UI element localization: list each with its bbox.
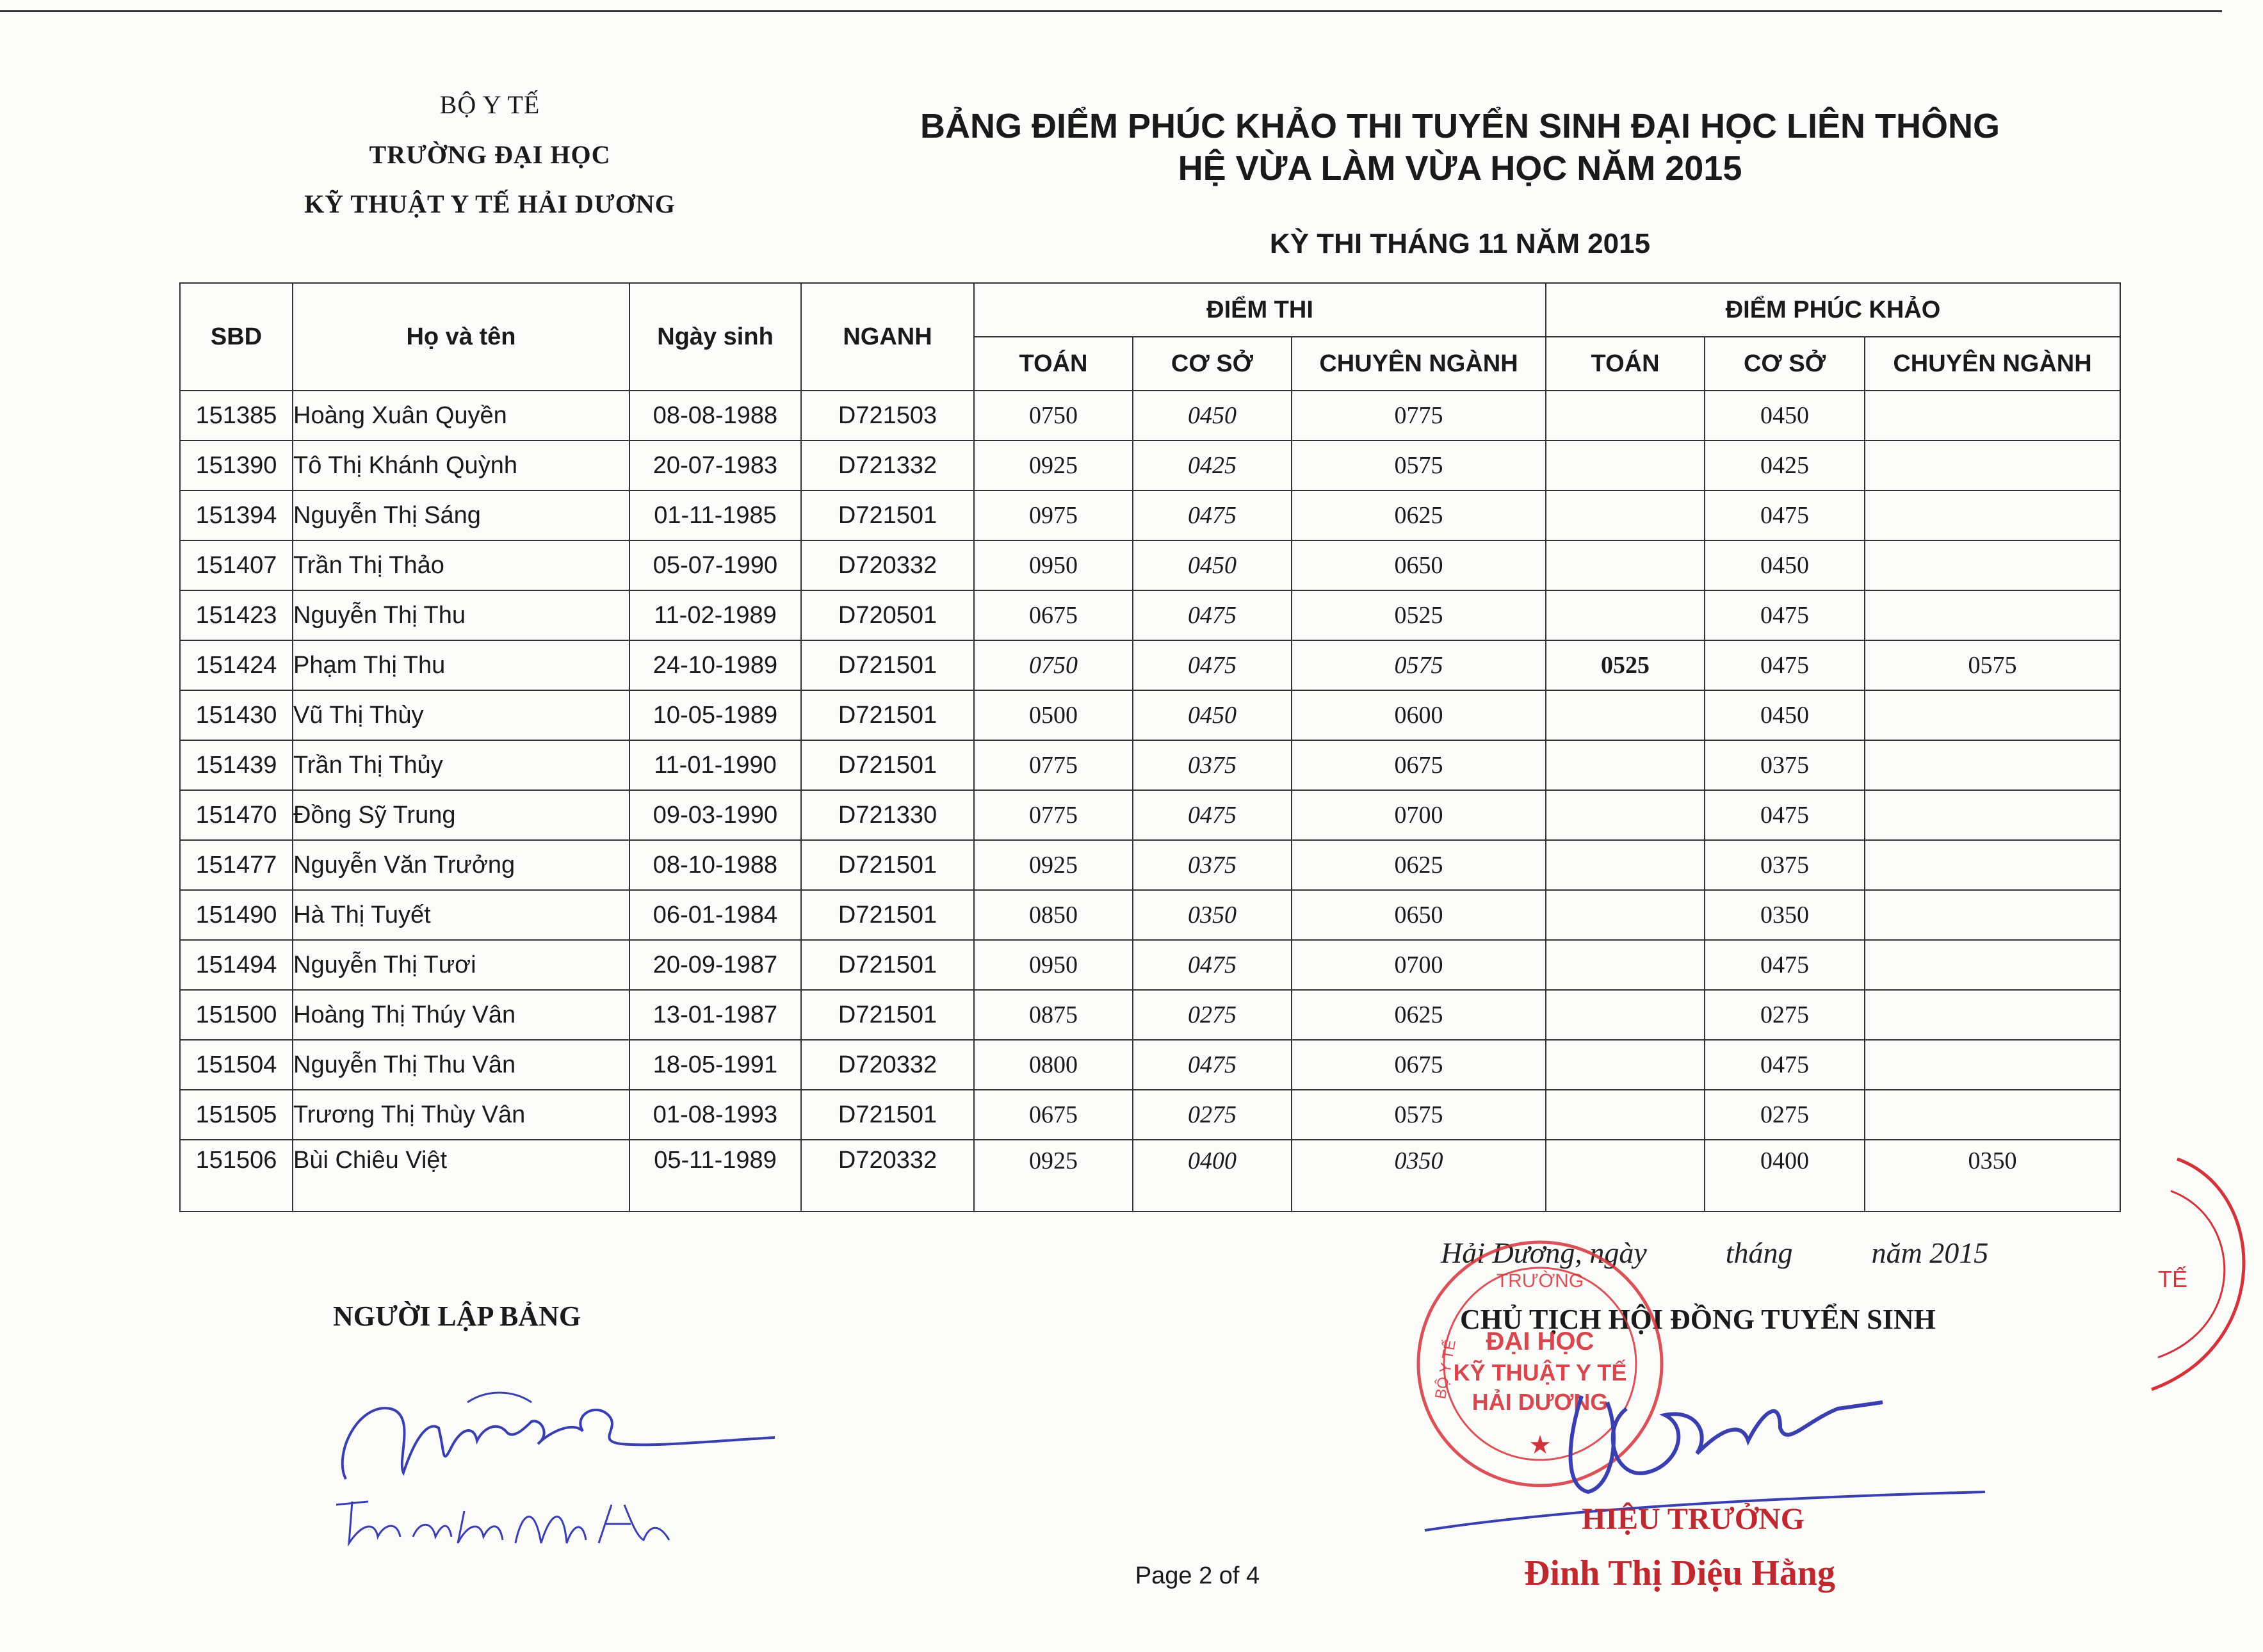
table-row xyxy=(180,1090,2120,1140)
cell-sbd: 151394 xyxy=(180,490,293,540)
cell-sbd: 151390 xyxy=(180,441,293,490)
score-table xyxy=(179,282,2121,1212)
cell-dob: 10-05-1989 xyxy=(629,690,801,740)
cell-review-coso: 0375 xyxy=(1705,740,1865,790)
cell-review-toan xyxy=(1546,990,1705,1040)
cell-exam-chuyennganh: 0650 xyxy=(1292,540,1546,590)
cell-name: Trương Thị Thùy Vân xyxy=(293,1090,629,1140)
header-review-toan: TOÁN xyxy=(1546,337,1705,391)
top-border-line xyxy=(0,10,2222,12)
cell-exam-toan: 0950 xyxy=(974,940,1133,990)
cell-exam-coso: 0475 xyxy=(1133,1040,1292,1090)
page-number: Page 2 of 4 xyxy=(1135,1562,1260,1589)
cell-dob: 13-01-1987 xyxy=(629,990,801,1040)
cell-review-chuyennganh xyxy=(1865,790,2120,840)
cell-review-chuyennganh xyxy=(1865,441,2120,490)
cell-major: D721501 xyxy=(801,740,974,790)
header-review-coso: CƠ SỞ xyxy=(1705,337,1865,391)
cell-review-toan xyxy=(1546,391,1705,441)
table-row xyxy=(180,540,2120,590)
cell-major: D721503 xyxy=(801,391,974,441)
table-row xyxy=(180,940,2120,990)
cell-major: D721330 xyxy=(801,790,974,840)
table-row xyxy=(180,391,2120,441)
cell-dob: 01-11-1985 xyxy=(629,490,801,540)
cell-sbd: 151494 xyxy=(180,940,293,990)
cell-dob: 05-07-1990 xyxy=(629,540,801,590)
cell-review-chuyennganh xyxy=(1865,540,2120,590)
cell-name: Nguyễn Thị Thu xyxy=(293,590,629,640)
cell-dob: 18-05-1991 xyxy=(629,1040,801,1090)
table-row xyxy=(180,740,2120,790)
cell-review-chuyennganh xyxy=(1865,990,2120,1040)
cell-major: D721501 xyxy=(801,890,974,940)
cell-review-toan xyxy=(1546,1040,1705,1090)
cell-exam-chuyennganh: 0675 xyxy=(1292,740,1546,790)
cell-review-coso: 0475 xyxy=(1705,1040,1865,1090)
score-table-body xyxy=(180,391,2120,1211)
cell-exam-chuyennganh: 0775 xyxy=(1292,391,1546,441)
cell-name: Phạm Thị Thu xyxy=(293,640,629,690)
cell-exam-toan: 0800 xyxy=(974,1040,1133,1090)
cell-exam-toan: 0925 xyxy=(974,840,1133,890)
cell-review-coso: 0475 xyxy=(1705,590,1865,640)
cell-exam-toan: 0675 xyxy=(974,590,1133,640)
cell-review-coso: 0475 xyxy=(1705,790,1865,840)
cell-exam-chuyennganh: 0650 xyxy=(1292,890,1546,940)
table-row xyxy=(180,840,2120,890)
cell-review-chuyennganh xyxy=(1865,740,2120,790)
cell-dob: 20-07-1983 xyxy=(629,441,801,490)
cell-name: Hà Thị Tuyết xyxy=(293,890,629,940)
header-group-exam: ĐIỂM THI xyxy=(974,283,1546,337)
document-title-line1: BẢNG ĐIỂM PHÚC KHẢO THI TUYỂN SINH ĐẠI HỌC LIÊN THÔNG xyxy=(920,107,2000,145)
table-row xyxy=(180,441,2120,490)
cell-exam-chuyennganh: 0625 xyxy=(1292,840,1546,890)
cell-name: Nguyễn Thị Tươi xyxy=(293,940,629,990)
cell-name: Vũ Thị Thùy xyxy=(293,690,629,740)
cell-review-chuyennganh xyxy=(1865,490,2120,540)
header-group-review: ĐIỂM PHÚC KHẢO xyxy=(1546,283,2120,337)
cell-review-chuyennganh: 0575 xyxy=(1865,640,2120,690)
cell-exam-chuyennganh: 0600 xyxy=(1292,690,1546,740)
cell-exam-toan: 0925 xyxy=(974,1140,1133,1211)
stamp-star-icon: ★ xyxy=(1529,1431,1552,1459)
cell-exam-coso: 0475 xyxy=(1133,790,1292,840)
cell-exam-chuyennganh: 0625 xyxy=(1292,490,1546,540)
cell-sbd: 151506 xyxy=(180,1140,293,1211)
cell-exam-coso: 0375 xyxy=(1133,840,1292,890)
table-row xyxy=(180,1040,2120,1090)
cell-sbd: 151470 xyxy=(180,790,293,840)
header-exam-toan: TOÁN xyxy=(974,337,1133,391)
cell-exam-coso: 0475 xyxy=(1133,590,1292,640)
cell-sbd: 151504 xyxy=(180,1040,293,1090)
cell-sbd: 151490 xyxy=(180,890,293,940)
cell-exam-coso: 0275 xyxy=(1133,1090,1292,1140)
cell-exam-toan: 0750 xyxy=(974,391,1133,441)
cell-review-chuyennganh: 0350 xyxy=(1865,1140,2120,1211)
cell-review-toan xyxy=(1546,890,1705,940)
header-exam-coso: CƠ SỞ xyxy=(1133,337,1292,391)
cell-dob: 06-01-1984 xyxy=(629,890,801,940)
cell-review-toan xyxy=(1546,840,1705,890)
cell-exam-toan: 0850 xyxy=(974,890,1133,940)
cell-exam-toan: 0775 xyxy=(974,740,1133,790)
cell-dob: 05-11-1989 xyxy=(629,1140,801,1211)
table-row xyxy=(180,990,2120,1040)
cell-exam-chuyennganh: 0675 xyxy=(1292,1040,1546,1090)
school-name-line2: KỸ THUẬT Y TẾ HẢI DƯƠNG xyxy=(304,190,676,218)
header-name: Họ và tên xyxy=(293,283,629,391)
cell-exam-coso: 0400 xyxy=(1133,1140,1292,1211)
rector-title: HIỆU TRƯỞNG xyxy=(1582,1502,1805,1536)
cell-review-coso: 0275 xyxy=(1705,1090,1865,1140)
stamp-text-line3: HẢI DƯƠNG xyxy=(1472,1389,1609,1415)
table-row xyxy=(180,790,2120,840)
cell-major: D721501 xyxy=(801,490,974,540)
cell-major: D720332 xyxy=(801,1040,974,1090)
cell-sbd: 151407 xyxy=(180,540,293,590)
cell-review-coso: 0450 xyxy=(1705,540,1865,590)
cell-name: Hoàng Xuân Quyền xyxy=(293,391,629,441)
cell-review-toan: 0525 xyxy=(1546,640,1705,690)
cell-major: D721501 xyxy=(801,840,974,890)
cell-review-toan xyxy=(1546,540,1705,590)
cell-major: D721332 xyxy=(801,441,974,490)
cell-name: Trần Thị Thủy xyxy=(293,740,629,790)
cell-review-chuyennganh xyxy=(1865,590,2120,640)
cell-review-coso: 0400 xyxy=(1705,1140,1865,1211)
cell-name: Nguyễn Văn Trưởng xyxy=(293,840,629,890)
table-row xyxy=(180,590,2120,640)
edge-stamp-text: TẾ xyxy=(2158,1266,2188,1292)
cell-major: D720332 xyxy=(801,1140,974,1211)
cell-review-chuyennganh xyxy=(1865,690,2120,740)
cell-major: D721501 xyxy=(801,990,974,1040)
cell-review-toan xyxy=(1546,1090,1705,1140)
cell-name: Hoàng Thị Thúy Vân xyxy=(293,990,629,1040)
cell-exam-coso: 0450 xyxy=(1133,540,1292,590)
cell-dob: 08-08-1988 xyxy=(629,391,801,441)
cell-review-coso: 0425 xyxy=(1705,441,1865,490)
cell-sbd: 151500 xyxy=(180,990,293,1040)
cell-exam-coso: 0375 xyxy=(1133,740,1292,790)
cell-sbd: 151385 xyxy=(180,391,293,441)
cell-exam-chuyennganh: 0625 xyxy=(1292,990,1546,1040)
cell-review-toan xyxy=(1546,790,1705,840)
cell-dob: 11-01-1990 xyxy=(629,740,801,790)
cell-dob: 01-08-1993 xyxy=(629,1090,801,1140)
cell-review-chuyennganh xyxy=(1865,890,2120,940)
cell-exam-chuyennganh: 0575 xyxy=(1292,441,1546,490)
cell-major: D721501 xyxy=(801,940,974,990)
cell-major: D721501 xyxy=(801,1090,974,1140)
cell-dob: 08-10-1988 xyxy=(629,840,801,890)
cell-sbd: 151477 xyxy=(180,840,293,890)
header-dob: Ngày sinh xyxy=(629,283,801,391)
cell-dob: 24-10-1989 xyxy=(629,640,801,690)
header-exam-chuyennganh: CHUYÊN NGÀNH xyxy=(1292,337,1546,391)
cell-name: Đồng Sỹ Trung xyxy=(293,790,629,840)
cell-review-chuyennganh xyxy=(1865,1090,2120,1140)
cell-exam-toan: 0875 xyxy=(974,990,1133,1040)
cell-review-chuyennganh xyxy=(1865,1040,2120,1090)
edge-stamp-partial xyxy=(2139,1153,2263,1396)
cell-review-coso: 0475 xyxy=(1705,640,1865,690)
cell-exam-toan: 0925 xyxy=(974,441,1133,490)
table-row xyxy=(180,490,2120,540)
cell-review-chuyennganh xyxy=(1865,840,2120,890)
cell-exam-chuyennganh: 0525 xyxy=(1292,590,1546,640)
cell-exam-chuyennganh: 0350 xyxy=(1292,1140,1546,1211)
cell-review-toan xyxy=(1546,1140,1705,1211)
cell-review-chuyennganh xyxy=(1865,940,2120,990)
cell-name: Nguyễn Thị Thu Vân xyxy=(293,1040,629,1090)
cell-review-toan xyxy=(1546,690,1705,740)
cell-exam-toan: 0500 xyxy=(974,690,1133,740)
cell-review-coso: 0350 xyxy=(1705,890,1865,940)
cell-dob: 11-02-1989 xyxy=(629,590,801,640)
cell-exam-coso: 0475 xyxy=(1133,490,1292,540)
cell-review-coso: 0475 xyxy=(1705,490,1865,540)
cell-sbd: 151439 xyxy=(180,740,293,790)
cell-exam-chuyennganh: 0700 xyxy=(1292,790,1546,840)
cell-sbd: 151430 xyxy=(180,690,293,740)
cell-exam-toan: 0975 xyxy=(974,490,1133,540)
header-major: NGANH xyxy=(801,283,974,391)
cell-dob: 09-03-1990 xyxy=(629,790,801,840)
cell-exam-coso: 0475 xyxy=(1133,940,1292,990)
cell-review-coso: 0275 xyxy=(1705,990,1865,1040)
date-year: năm 2015 xyxy=(1871,1236,1989,1269)
ministry-name: BỘ Y TẾ xyxy=(439,90,540,119)
table-row xyxy=(180,1140,2120,1211)
cell-review-coso: 0375 xyxy=(1705,840,1865,890)
cell-exam-coso: 0275 xyxy=(1133,990,1292,1040)
cell-exam-coso: 0425 xyxy=(1133,441,1292,490)
cell-review-toan xyxy=(1546,740,1705,790)
cell-exam-toan: 0950 xyxy=(974,540,1133,590)
date-month: tháng xyxy=(1725,1236,1793,1269)
table-row xyxy=(180,890,2120,940)
cell-review-toan xyxy=(1546,940,1705,990)
cell-major: D721501 xyxy=(801,690,974,740)
cell-review-coso: 0450 xyxy=(1705,391,1865,441)
cell-exam-toan: 0750 xyxy=(974,640,1133,690)
cell-review-coso: 0475 xyxy=(1705,940,1865,990)
cell-exam-toan: 0675 xyxy=(974,1090,1133,1140)
cell-exam-toan: 0775 xyxy=(974,790,1133,840)
cell-exam-chuyennganh: 0575 xyxy=(1292,1090,1546,1140)
date-place: Hải Dương, ngày xyxy=(1441,1236,1647,1269)
cell-name: Tô Thị Khánh Quỳnh xyxy=(293,441,629,490)
cell-review-chuyennganh xyxy=(1865,391,2120,441)
cell-major: D721501 xyxy=(801,640,974,690)
cell-dob: 20-09-1987 xyxy=(629,940,801,990)
document-title-line2: HỆ VỪA LÀM VỪA HỌC NĂM 2015 xyxy=(1178,149,1742,188)
cell-sbd: 151423 xyxy=(180,590,293,640)
stamp-left-text: BỘ Y TẾ xyxy=(1432,1338,1460,1401)
council-chair-title: CHỦ TỊCH HỘI ĐỒNG TUYỂN SINH xyxy=(1460,1304,1936,1335)
cell-review-coso: 0450 xyxy=(1705,690,1865,740)
cell-name: Bùi Chiêu Việt xyxy=(293,1140,629,1211)
preparer-name-handwriting xyxy=(330,1486,676,1556)
cell-sbd: 151505 xyxy=(180,1090,293,1140)
preparer-title: NGƯỜI LẬP BẢNG xyxy=(333,1300,581,1332)
cell-exam-coso: 0475 xyxy=(1133,640,1292,690)
stamp-top-text: TRƯỜNG xyxy=(1496,1270,1584,1292)
cell-sbd: 151424 xyxy=(180,640,293,690)
cell-review-toan xyxy=(1546,590,1705,640)
stamp-text-line1: ĐẠI HỌC xyxy=(1486,1327,1594,1356)
header-review-chuyennganh: CHUYÊN NGÀNH xyxy=(1865,337,2120,391)
cell-review-toan xyxy=(1546,490,1705,540)
cell-exam-coso: 0450 xyxy=(1133,391,1292,441)
stamp-text-line2: KỸ THUẬT Y TẾ xyxy=(1453,1359,1627,1386)
cell-major: D720501 xyxy=(801,590,974,640)
rector-name: Đinh Thị Diệu Hằng xyxy=(1524,1553,1836,1593)
cell-exam-coso: 0450 xyxy=(1133,690,1292,740)
cell-name: Nguyễn Thị Sáng xyxy=(293,490,629,540)
cell-exam-coso: 0350 xyxy=(1133,890,1292,940)
cell-major: D720332 xyxy=(801,540,974,590)
table-row xyxy=(180,640,2120,690)
table-row xyxy=(180,690,2120,740)
school-name-line1: TRƯỜNG ĐẠI HỌC xyxy=(369,140,611,169)
cell-exam-chuyennganh: 0700 xyxy=(1292,940,1546,990)
header-sbd: SBD xyxy=(180,283,293,391)
cell-name: Trần Thị Thảo xyxy=(293,540,629,590)
document-subtitle: KỲ THI THÁNG 11 NĂM 2015 xyxy=(1269,228,1651,259)
cell-review-toan xyxy=(1546,441,1705,490)
cell-exam-chuyennganh: 0575 xyxy=(1292,640,1546,690)
